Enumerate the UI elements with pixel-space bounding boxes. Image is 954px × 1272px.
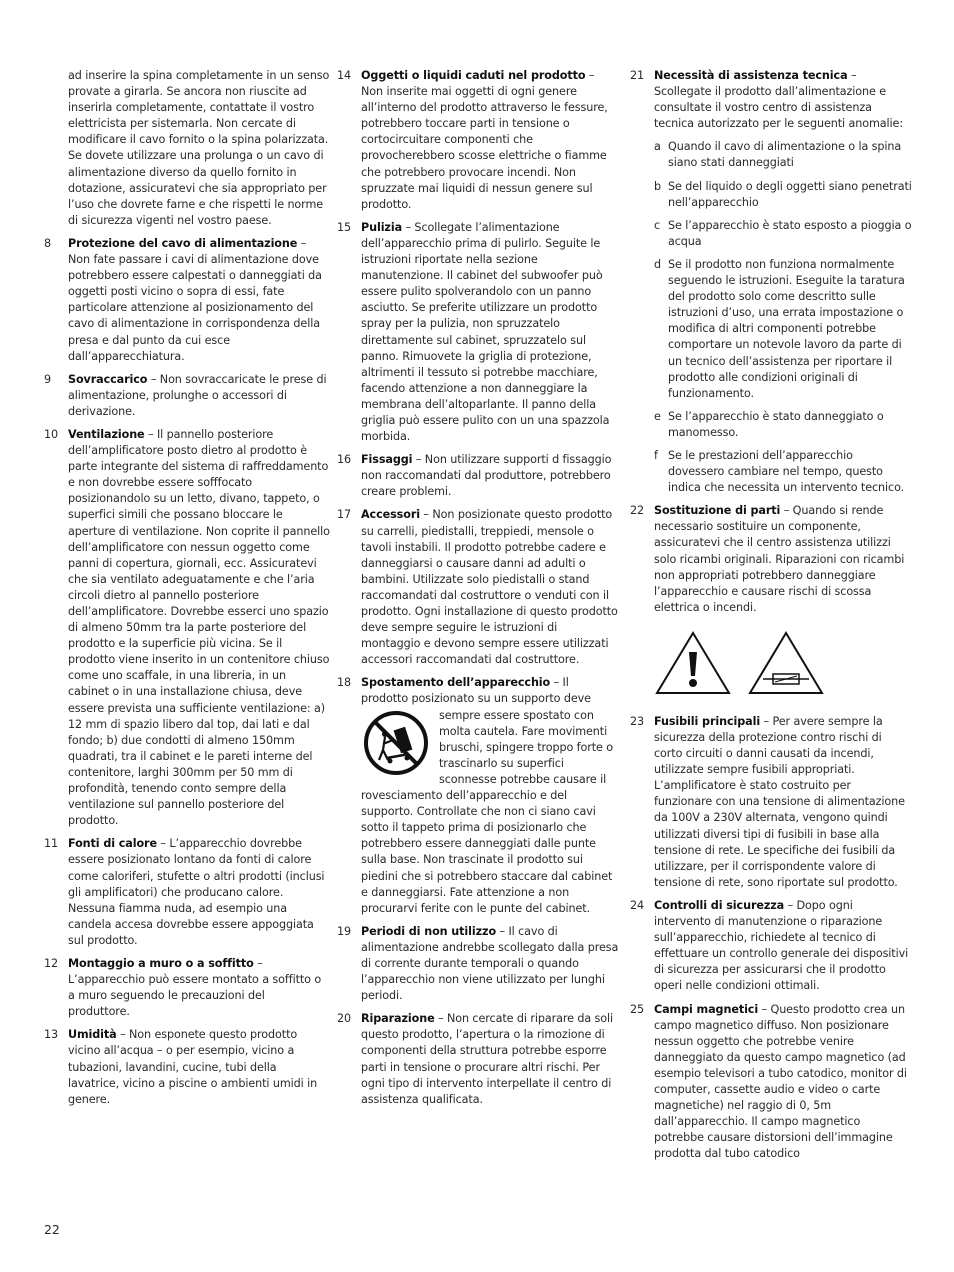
exclamation-warning-icon	[654, 630, 732, 696]
item-title: Sostituzione di parti	[654, 504, 781, 518]
item-title: Campi magnetici	[654, 1002, 759, 1016]
item-title: Ventilazione	[68, 427, 145, 441]
sub-text: Se l’apparecchio è stato danneggiato o manomesso.	[668, 409, 884, 439]
intro-text: ad inserire la spina completamente in un senso provate a girarla. Se ancora non riuscite ad inserirla completamente, contattate il vostro elettricista per sistemarla. Non cercate di modificare il cavo fornito o la spina polarizzata. Se dovete utilizzare una prolunga o un cavo di alimentazione diverso da quello fornito in dotazione, assicuratevi che sia appropriato per l’uso che dovrete farne e che rispetti le norme di sicurezza vigenti nel vostro paese.	[68, 69, 330, 227]
item-14	[337, 68, 619, 213]
item-text: – Il prodotto posizionato su un supporto deve	[361, 676, 591, 706]
item-title: Periodi di non utilizzo	[361, 924, 497, 938]
item-9	[44, 372, 330, 420]
item-number: 14	[337, 69, 352, 82]
item-number: 12	[44, 956, 59, 970]
item-title: Montaggio a muro o a soffitto	[68, 956, 254, 970]
item-title: Spostamento dell’apparecchio	[361, 676, 551, 690]
item-number: 22	[630, 504, 645, 518]
item-number: 16	[337, 453, 352, 467]
column-3	[630, 68, 912, 1169]
sub-item-e	[654, 409, 912, 441]
item-number: 13	[44, 1028, 59, 1042]
cart-tip-over-icon	[361, 710, 431, 776]
item-number: 11	[44, 837, 59, 851]
sub-text: Se il prodotto non funziona normalmente seguendo le istruzioni. Eseguite la taratura del prodotto solo come descritto sulle istruzioni d’uso, una errata impostazione o modifica di altri componenti potrebbe comportare un notevole lavoro da parte di un tecnico dell’assistenza per riportare il prodotto alle condizioni originali di funzionamento.	[668, 257, 905, 400]
item-number: 18	[337, 676, 352, 690]
item-title: Fissaggi	[361, 453, 413, 467]
item-number: 25	[630, 1002, 645, 1016]
item-text: – Il cavo di alimentazione andrebbe scollegato dalla presa di corrente durante temporali o quando l’apparecchio non viene utilizzato per lunghi periodi.	[361, 924, 619, 1003]
item-11	[44, 836, 330, 949]
sub-item-d	[654, 257, 912, 402]
warning-icons	[654, 630, 912, 702]
sub-letter: a	[654, 140, 661, 154]
sub-item-b	[654, 179, 912, 211]
page-number: 22	[44, 1222, 60, 1237]
sub-text: Quando il cavo di alimentazione o la spina siano stati danneggiati	[668, 140, 902, 170]
item-text: – Il pannello posteriore dell’amplificatore posto dietro al prodotto è parte integrante del sistema di raffreddamento e non dovrebbe essere sofffocato posizionandolo su un letto, divano, tappeto, o superfici simili che possano bloccare le aperture di ventilazione. Non coprite il pannello dell’amplificatore con nessun oggetto come panni di copertura, giornali, ecc. Assicuratevi che sia ventilato adeguatamente e che l’aria circoli dietro al pannello posteriore dell’amplificatore. Dovrebbe esserci uno spazio di almeno 50mm tra la parte posteriore del prodotto e la superficie più vicina. Se il prodotto viene inserito in un contenitore chiuso come uno scaffale, in una libreria, in un cabinet o in una installazione chiusa, deve essere prevista una sufficiente ventilazione: a) 12 mm di spazio libero dal top, dai lati e dal fondo; b) due condotti di almeno 150mm quadrati, tra il cabinet e le pareti interne del contenitore, larghi 300mm per 50 mm di profondità, tenendo conto sempre della ventilazione sul pannello posteriore del prodotto.	[68, 427, 330, 828]
item-15	[337, 220, 619, 445]
sub-item-a	[654, 139, 912, 171]
sub-letter: f	[654, 448, 658, 462]
item-text: – Per avere sempre la sicurezza della protezione contro rischi di corto circuiti o danni causati da incendi, utilizzate sempre fusibili appropriati. L’amplificatore è stato costruito per funzionare con una tensione di alimentazione da 100V a 230V alternata, vengono quindi utilizzati diversi tipi di fusibili in base alla tensione di rete. Le specifiche dei fusibili da utilizzare, per il corrispondente valore di tensione di rete, sono riportate sul prodotto.	[654, 714, 905, 889]
item-title: Fonti di calore	[68, 837, 157, 851]
item-number: 17	[337, 508, 352, 522]
item-title: Oggetti o liquidi caduti nel prodotto	[361, 69, 586, 82]
item-19	[337, 924, 619, 1004]
item-13	[44, 1027, 330, 1107]
item-text: – Non inserite mai oggetti di ogni genere all’interno del prodotto attraverso le fessure, potrebbero toccare parti in tensione o cortocircuitare componenti che provocherebbero scosse elettriche o fiamme che potrebbero provocare incendi. Non spruzzate mai liquidi di nessun genere sul prodotto.	[361, 69, 608, 211]
item-22	[630, 503, 912, 616]
item-text: – L’apparecchio può essere montato a soffitto o a muro seguendo le precauzioni del produttore.	[68, 956, 322, 1019]
sub-letter: c	[654, 218, 661, 232]
fuse-warning-icon	[747, 630, 825, 696]
item-text: – Non sovraccaricate le prese di alimentazione, prolunghe o accessori di derivazione.	[68, 372, 327, 418]
item-text: – Scollegate il prodotto dall’alimentazione e consultate il vostro centro di assistenza tecnica autorizzato per le seguenti anomalie:	[654, 69, 903, 131]
item-text: – L’apparecchio dovrebbe essere posizionato lontano da fonti di calore come caloriferi, stufette o altri prodotti (inclusi gli amplificatori) che producano calore. Nessuna fiamma nuda, ad esempio una candela accesa dovrebbe essere appoggiata sul prodotto.	[68, 837, 325, 947]
item-12	[44, 956, 330, 1020]
column-1	[44, 68, 330, 1115]
item-number: 19	[337, 924, 352, 938]
column-2	[337, 68, 619, 1115]
item-number: 15	[337, 220, 352, 234]
sub-text: Se del liquido o degli oggetti siano penetrati nell’apparecchio	[668, 179, 912, 209]
sub-item-c	[654, 218, 912, 250]
item-text: – Quando si rende necessario sostituire un componente, assicuratevi che il centro assistenza utilizzi solo ricambi originali. Riparazioni con ricambi non appropriati potrebbero danneggiare l’apparecchio e causare rischi di scossa elettrica o incendi.	[654, 504, 905, 614]
item-text: – Non fate passare i cavi di alimentazione dove potrebbero essere calpestati o danneggiati da oggetti posti vicino o sopra di essi, fate particolare attenzione al posizionamento del cavo di alimentazione in corrispondenza della presa e dal punto da cui esce dall’apparecchiatura.	[68, 236, 322, 363]
item-text: – Non esponete questo prodotto vicino all’acqua – o per esempio, vicino a tubazioni, lavandini, cucine, tubi della lavatrice, vicino a piscine o ambienti umidi in genere.	[68, 1028, 318, 1106]
item-10	[44, 427, 330, 829]
item-text: – Dopo ogni intervento di manutenzione o riparazione sull’apparecchio, richiedete al tecnico di effettuare un controllo generale dei dispositivi di sicurezza per assicurarsi che il prodotto operi nelle condizioni ottimali.	[654, 898, 909, 993]
item-text: – Scollegate l’alimentazione dell’apparecchio prima di pulirlo. Seguite le istruzioni riportate nella sezione manutenzione. Il cabinet del subwoofer può essere pulito spolverandolo con un panno asciutto. Se preferite utilizzare un prodotto spray per la pulizia, non spruzzatelo direttamente sul cabinet, spruzzatelo sul panno. Rimuovete la griglia di protezione, altrimenti il tessuto si potrebbe macchiare, facendo attenzione a non danneggiare la membrana dell’altoparlante. Il panno della griglia può essere pulito con un una spazzola morbida.	[361, 220, 610, 444]
item-16	[337, 452, 619, 500]
item-8	[44, 236, 330, 365]
item-text-continued: sempre essere spostato con molta cautela. Fare movimenti bruschi, spingere troppo forte o trascinarlo su superfici sconnesse potrebbe causare il rovesciamento dell’apparecchio e del supporto. Controllate che non ci siano cavi sotto il tappeto prima di posizionarlo che potrebbero essere danneggiati dalle punte sulla base. Non trascinate il prodotto sui piedini che si potrebbero staccare dal cabinet e danneggiarsi. Fate attenzione a non procurarvi ferite con le punte del cabinet.	[361, 708, 614, 915]
item-text: – Questo prodotto crea un campo magnetico diffuso. Non posizionare nessun oggetto che potrebbe venire danneggiato da questo campo magnetico (ad esempio televisori a tubo catodico, monitor di computer, cassette audio e video o carte magnetiche) nel raggio di 0, 5m dall’apparecchio. Il campo magnetico potrebbe causare distorsioni dell’immagine prodotta dal tubo catodico	[654, 1002, 907, 1161]
item-20	[337, 1011, 619, 1108]
item-text: – Non posizionate questo prodotto su carrelli, piedistalli, treppiedi, mensole o tavoli instabili. Il prodotto potrebbe cadere e danneggiarsi o causare danni ad adulti o bambini. Utilizzate solo piedistalli o stand raccomandati dal costruttore o venduti con il prodotto. Ogni installazione di questo prodotto deve sempre seguire le istruzioni di montaggio e devono sempre essere utilizzati accessori raccomandati dal costruttore.	[361, 508, 618, 667]
item-number: 9	[44, 372, 52, 386]
item-number: 8	[44, 236, 52, 250]
sub-letter: d	[654, 257, 662, 271]
item-text: – Non utilizzare supporti d fissaggio non raccomandati dal produttore, potrebbero creare problemi.	[361, 453, 612, 499]
sub-letter: b	[654, 179, 662, 193]
item-24	[630, 898, 912, 995]
item-title: Protezione del cavo di alimentazione	[68, 236, 298, 250]
sub-text: Se le prestazioni dell’apparecchio dovessero cambiare nel tempo, questo indica che necessita un intervento tecnico.	[668, 448, 905, 495]
item-number: 10	[44, 427, 59, 441]
item-number: 23	[630, 714, 645, 728]
sub-item-f	[654, 448, 912, 496]
item-number: 21	[630, 69, 645, 82]
item-title: Accessori	[361, 508, 420, 522]
item-number: 24	[630, 898, 645, 912]
sub-letter: e	[654, 409, 661, 423]
item-title: Fusibili principali	[654, 714, 761, 728]
item-title: Necessità di assistenza tecnica	[654, 69, 848, 82]
sub-text: Se l’apparecchio è stato esposto a pioggia o acqua	[668, 218, 912, 248]
item-text: – Non cercate di riparare da soli questo prodotto, l’apertura o la rimozione di componenti della struttura potrebbe esporre parti in tensione o procurare altri rischi. Per ogni tipo di intervento interpellate il centro di assistenza qualificata.	[361, 1012, 614, 1106]
item-number: 20	[337, 1012, 352, 1026]
item-title: Sovraccarico	[68, 372, 148, 386]
item-25	[630, 1002, 912, 1163]
item-18	[337, 675, 619, 916]
item-23	[630, 714, 912, 891]
item-title: Riparazione	[361, 1012, 435, 1026]
item-title: Pulizia	[361, 220, 403, 234]
item-17	[337, 507, 619, 668]
item-title: Umidità	[68, 1028, 117, 1042]
item-title: Controlli di sicurezza	[654, 898, 785, 912]
item-21	[630, 68, 912, 496]
